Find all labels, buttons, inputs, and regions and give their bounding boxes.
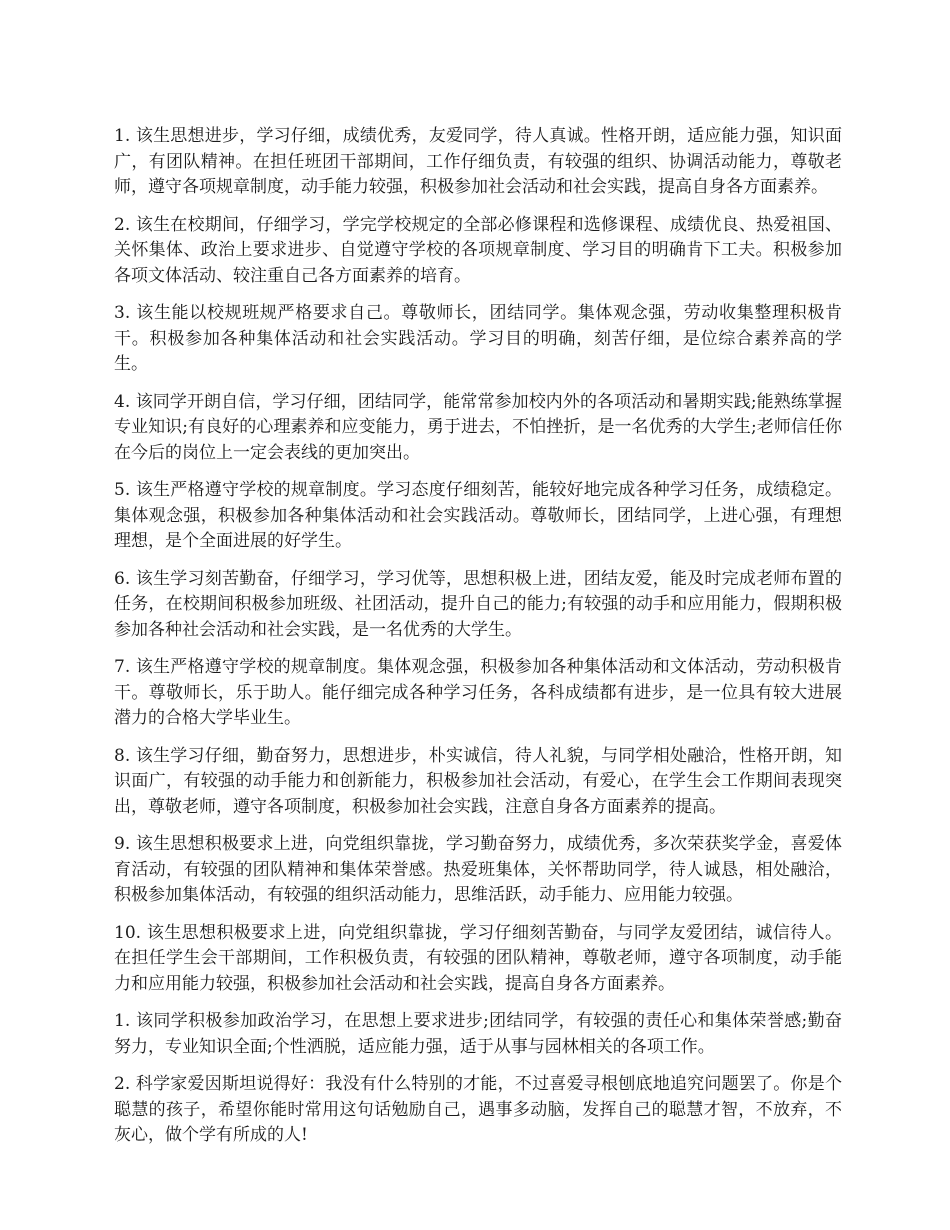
paragraph-3: 3. 该生能以校规班规严格要求自己。尊敬师长，团结同学。集体观念强，劳动收集整理积极肯干。积极参加各种集体活动和社会实践活动。学习目的明确，刻苦仔细，是位综合素养高的学生。 [114, 303, 842, 374]
document-body [114, 124, 842, 1161]
paragraph-8: 8. 该生学习仔细，勤奋努力，思想进步，朴实诚信，待人礼貌，与同学相处融洽，性格开朗，知识面广，有较强的动手能力和创新能力，积极参加社会活动，有爱心，在学生会工作期间表现突出，尊敬老师，遵守各项制度，积极参加社会实践，注意自身各方面素养的提高。 [114, 745, 842, 817]
paragraph-5: 5. 该生严格遵守学校的规章制度。学习态度仔细刻苦，能较好地完成各种学习任务，成绩稳定。集体观念强，积极参加各种集体活动和社会实践活动。尊敬师长，团结同学，上进心强，有理想理想，是个全面进展的好学生。 [114, 480, 842, 551]
paragraph-9: 9. 该生思想积极要求上进，向党组织靠拢，学习勤奋努力，成绩优秀，多次荣获奖学金，喜爱体育活动，有较强的团队精神和集体荣誉感。热爱班集体，关怀帮助同学，待人诚恳，相处融洽，积极参加集体活动，有较强的组织活动能力，思维活跃，动手能力、应用能力较强。 [114, 834, 842, 905]
paragraph-4: 4. 该同学开朗自信，学习仔细，团结同学，能常常参加校内外的各项活动和暑期实践;能熟练掌握专业知识;有良好的心理素养和应变能力，勇于进去，不怕挫折，是一名优秀的大学生;老师信任你在今后的岗位上一定会表线的更加突出。 [114, 391, 843, 463]
paragraph-6: 6. 该生学习刻苦勤奋，仔细学习，学习优等，思想积极上进，团结友爱，能及时完成老师布置的任务，在校期间积极参加班级、社团活动，提升自己的能力;有较强的动手和应用能力，假期积极参加各种社会活动和社会实践，是一名优秀的大学生。 [114, 568, 842, 640]
paragraph-10: 10. 该生思想积极要求上进，向党组织靠拢，学习仔细刻苦勤奋，与同学友爱团结，诚信待人。在担任学生会干部期间，工作积极负责，有较强的团队精神，尊敬老师，遵守各项制度，动手能力和应用能力较强，积极参加社会活动和社会实践，提高自身各方面素养。 [114, 922, 842, 994]
paragraph-11: 1. 该同学积极参加政治学习，在思想上要求进步;团结同学，有较强的责任心和集体荣誉感;勤奋努力，专业知识全面;个性洒脱，适应能力强，适于从事与园林相关的各项工作。 [114, 1011, 842, 1057]
paragraph-12: 2. 科学家爱因斯坦说得好：我没有什么特别的才能，不过喜爱寻根刨底地追究问题罢了。你是个聪慧的孩子，希望你能时常用这句话勉励自己，遇事多动脑，发挥自己的聪慧才智，不放弃，不灰心，做个学有所成的人! [114, 1074, 842, 1145]
paragraph-1: 1. 该生思想进步，学习仔细，成绩优秀，友爱同学，待人真诚。性格开朗，适应能力强，知识面广，有团队精神。在担任班团干部期间，工作仔细负责，有较强的组织、协调活动能力，尊敬老师，遵守各项规章制度，动手能力较强，积极参加社会活动和社会实践，提高自身各方面素养。 [114, 126, 842, 197]
paragraph-7: 7. 该生严格遵守学校的规章制度。集体观念强，积极参加各种集体活动和文体活动，劳动积极肯干。尊敬师长，乐于助人。能仔细完成各种学习任务，各科成绩都有进步，是一位具有较大进展潜力的合格大学毕业生。 [114, 657, 842, 728]
paragraph-2: 2. 该生在校期间，仔细学习，学完学校规定的全部必修课程和选修课程、成绩优良、热爱祖国、关怀集体、政治上要求进步、自觉遵守学校的各项规章制度、学习目的明确肯下工夫。积极参加各项文体活动、较注重自己各方面素养的培育。 [114, 214, 842, 286]
